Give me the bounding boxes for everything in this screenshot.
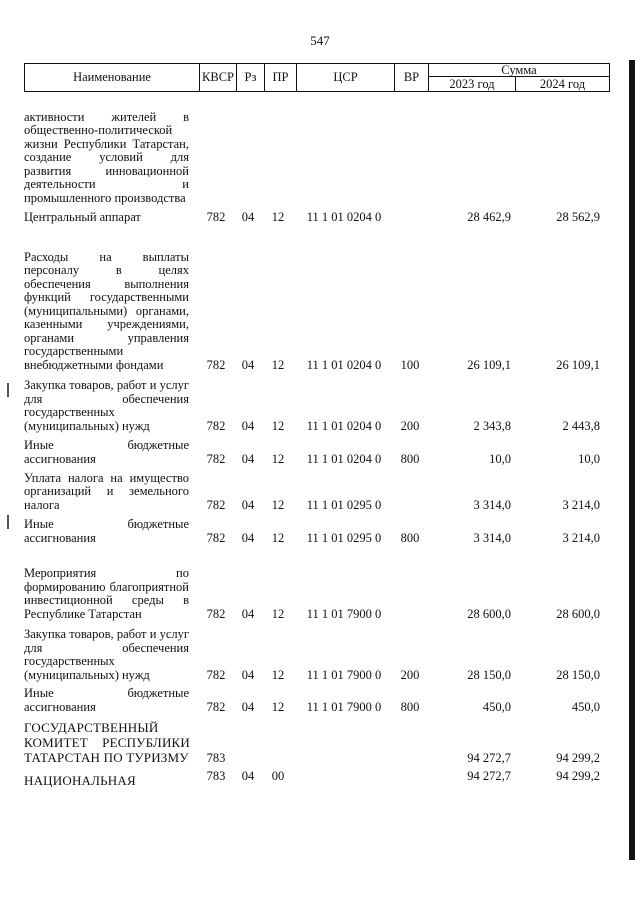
row-rz: 04	[241, 451, 255, 466]
row-kvsr: 783	[206, 768, 226, 783]
row-name: Иные бюджетные ассигнования	[24, 686, 189, 714]
row-amount-2023: 28 600,0	[467, 606, 511, 621]
table-row	[24, 378, 610, 433]
row-pr: 12	[271, 451, 285, 466]
table-row	[24, 718, 610, 765]
header-vr: ВР	[394, 64, 428, 91]
row-amount-2023: 2 343,8	[473, 418, 511, 433]
row-kvsr: 782	[206, 357, 226, 372]
row-name: активности жителей в общественно-политической жизни Республики Татарстан, создание условий для развития инновационной деятельности и промышленного производства	[24, 109, 189, 205]
row-vr: 800	[400, 699, 420, 714]
row-amount-2023: 94 272,7	[467, 750, 511, 765]
row-csr: 11 1 01 0295 0	[306, 530, 382, 545]
row-rz: 04	[241, 768, 255, 783]
row-rz: 04	[241, 530, 255, 545]
row-kvsr: 782	[206, 418, 226, 433]
row-csr: 11 1 01 7900 0	[306, 606, 382, 621]
row-amount-2023: 3 314,0	[473, 497, 511, 512]
table-row	[24, 517, 610, 545]
table-row	[24, 686, 610, 714]
row-vr: 200	[400, 667, 420, 682]
row-kvsr: 783	[206, 750, 226, 765]
table-row	[24, 768, 610, 788]
row-kvsr: 782	[206, 209, 226, 224]
row-pr: 12	[271, 530, 285, 545]
row-pr: 12	[271, 667, 285, 682]
row-amount-2024: 26 109,1	[556, 357, 600, 372]
row-amount-2024: 94 299,2	[556, 768, 600, 783]
row-amount-2024: 28 600,0	[556, 606, 600, 621]
row-pr: 12	[271, 699, 285, 714]
scan-margin-mark	[7, 515, 9, 529]
row-name: НАЦИОНАЛЬНАЯ	[24, 773, 136, 788]
row-rz: 04	[241, 357, 255, 372]
row-rz: 04	[241, 606, 255, 621]
row-name: Иные бюджетные ассигнования	[24, 517, 189, 545]
table-row	[24, 627, 610, 682]
row-rz: 04	[241, 667, 255, 682]
row-kvsr: 782	[206, 667, 226, 682]
row-pr: 12	[271, 497, 285, 512]
row-pr: 00	[271, 768, 285, 783]
row-rz: 04	[241, 209, 255, 224]
row-kvsr: 782	[206, 606, 226, 621]
row-amount-2024: 28 562,9	[556, 209, 600, 224]
row-amount-2024: 450,0	[571, 699, 600, 714]
header-pr: ПР	[264, 64, 296, 91]
row-amount-2023: 26 109,1	[467, 357, 511, 372]
header-kvsr: КВСР	[199, 64, 236, 91]
row-csr: 11 1 01 0204 0	[306, 451, 382, 466]
header-csr: ЦСР	[296, 64, 394, 91]
table-row	[24, 230, 610, 372]
row-pr: 12	[271, 357, 285, 372]
row-csr: 11 1 01 7900 0	[306, 667, 382, 682]
row-vr: 800	[400, 530, 420, 545]
row-amount-2024: 28 150,0	[556, 667, 600, 682]
row-kvsr: 782	[206, 530, 226, 545]
header-year-2024: 2024 год	[515, 77, 609, 91]
page-number: 547	[310, 33, 330, 48]
row-amount-2023: 10,0	[489, 451, 511, 466]
row-amount-2024: 10,0	[578, 451, 600, 466]
row-csr: 11 1 01 0295 0	[306, 497, 382, 512]
row-amount-2023: 450,0	[482, 699, 511, 714]
scan-margin-mark	[7, 383, 9, 397]
table-row	[24, 210, 610, 224]
row-kvsr: 782	[206, 451, 226, 466]
header-sum: Сумма	[428, 64, 609, 77]
row-name: Иные бюджетные ассигнования	[24, 438, 189, 466]
row-amount-2024: 94 299,2	[556, 750, 600, 765]
row-name: Мероприятия по формированию благоприятной инвестиционной среды в Республике Татарстан	[24, 566, 189, 621]
row-name: Уплата налога на имущество организаций и земельного налога	[24, 470, 189, 512]
table-row	[24, 471, 610, 512]
row-amount-2023: 3 314,0	[473, 530, 511, 545]
row-pr: 12	[271, 209, 285, 224]
row-name: Центральный аппарат	[24, 209, 141, 224]
row-amount-2024: 2 443,8	[562, 418, 600, 433]
header-name: Наименование	[73, 70, 151, 84]
row-kvsr: 782	[206, 497, 226, 512]
row-pr: 12	[271, 418, 285, 433]
scan-edge-bar	[629, 60, 635, 860]
row-amount-2024: 3 214,0	[562, 497, 600, 512]
row-vr: 800	[400, 451, 420, 466]
row-csr: 11 1 01 7900 0	[306, 699, 382, 714]
row-name: Закупка товаров, работ и услуг для обеспечения государственных (муниципальных) нужд	[24, 378, 189, 433]
header-rz: Рз	[236, 64, 264, 91]
table-row	[24, 438, 610, 466]
row-rz: 04	[241, 497, 255, 512]
row-amount-2023: 28 150,0	[467, 667, 511, 682]
row-csr: 11 1 01 0204 0	[306, 209, 382, 224]
header-year-2023: 2023 год	[428, 77, 515, 91]
row-csr: 11 1 01 0204 0	[306, 357, 382, 372]
row-csr: 11 1 01 0204 0	[306, 418, 382, 433]
row-pr: 12	[271, 606, 285, 621]
row-name: Расходы на выплаты персоналу в целях обеспечения выполнения функций государственными (муниципальными) органами, казенными учреждениями, органами управления государственными внебюджетными фондами	[24, 249, 189, 372]
table-row	[24, 94, 610, 205]
row-rz: 04	[241, 418, 255, 433]
row-vr: 100	[400, 357, 420, 372]
table-row	[24, 550, 610, 621]
table-header	[24, 63, 610, 92]
row-vr: 200	[400, 418, 420, 433]
row-name: ГОСУДАРСТВЕННЫЙ КОМИТЕТ РЕСПУБЛИКИ ТАТАРСТАН ПО ТУРИЗМУ	[24, 720, 190, 765]
row-amount-2023: 94 272,7	[467, 768, 511, 783]
row-kvsr: 782	[206, 699, 226, 714]
row-amount-2023: 28 462,9	[467, 209, 511, 224]
row-amount-2024: 3 214,0	[562, 530, 600, 545]
row-rz: 04	[241, 699, 255, 714]
row-name: Закупка товаров, работ и услуг для обеспечения государственных (муниципальных) нужд	[24, 627, 189, 682]
